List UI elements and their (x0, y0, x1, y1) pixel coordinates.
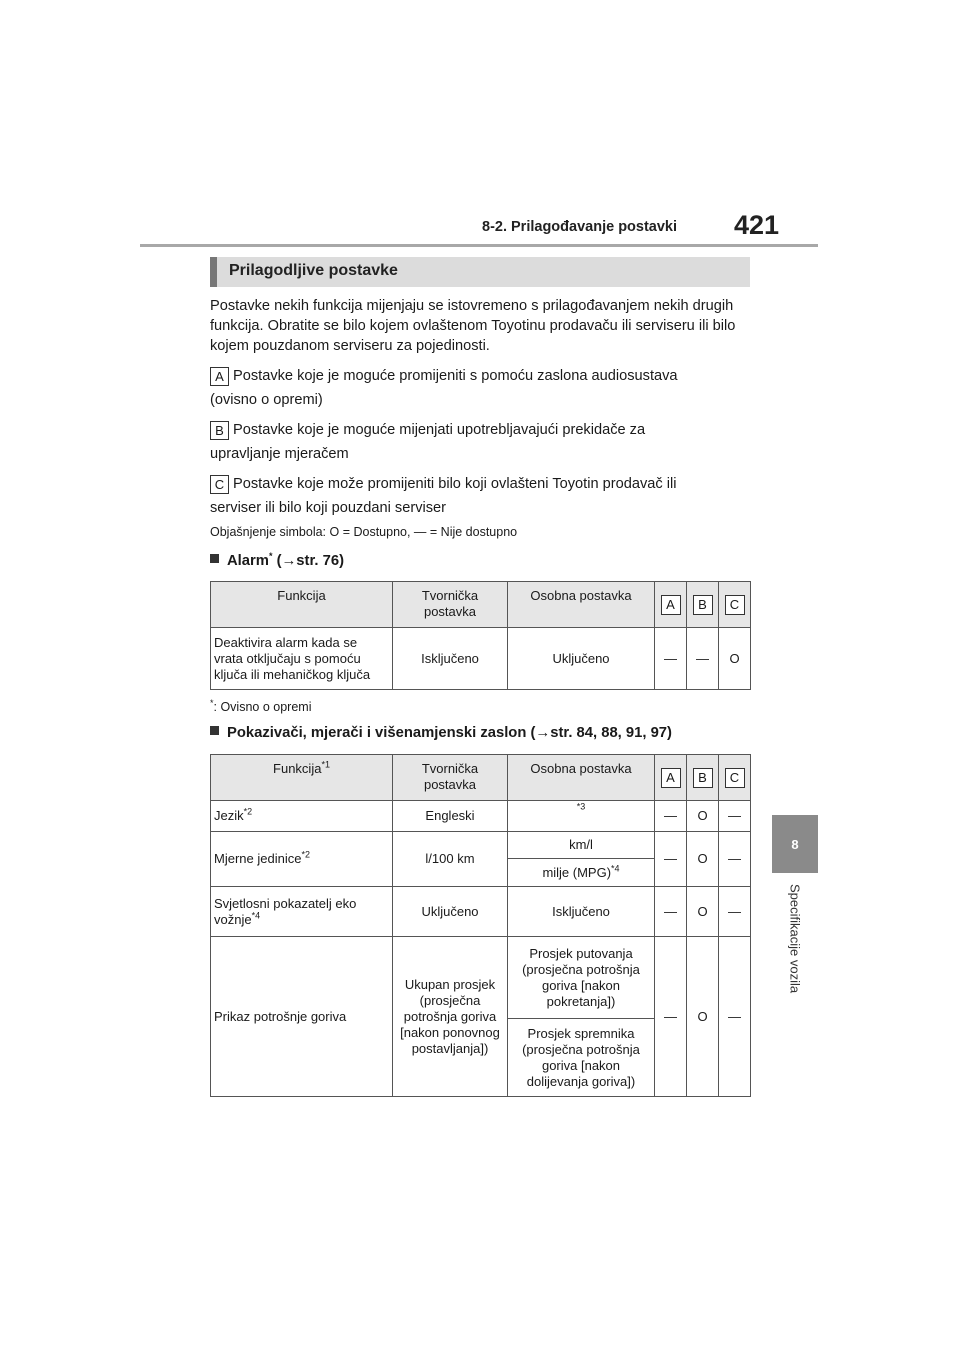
legend-a-line2: (ovisno o opremi) (210, 392, 323, 408)
cell-b: O (687, 937, 719, 1097)
header-default: Tvornička postavka (393, 582, 508, 628)
legend-b (210, 420, 755, 440)
cell-c: — (719, 832, 751, 887)
cell-personal (508, 859, 655, 887)
chapter-title: Specifikacije vozila (787, 884, 803, 994)
cell-function-sup: *2 (301, 849, 310, 860)
alarm-title: Alarm (227, 553, 269, 569)
cell-default: Uključeno (393, 887, 508, 937)
header-a-box: A (661, 595, 681, 615)
cell-personal: Prosjek putovanja (prosječna potrošnja goriva [nakon pokretanja]) (508, 937, 655, 1019)
cell-b: — (687, 628, 719, 690)
cell-c: O (719, 628, 751, 690)
cell-personal: Isključeno (508, 887, 655, 937)
cell-personal-text: milje (MPG) (542, 864, 612, 880)
cell-personal (508, 801, 655, 832)
header-b (687, 755, 719, 801)
cell-a: — (655, 832, 687, 887)
legend-a (210, 366, 755, 386)
cell-function (211, 887, 393, 937)
symbols-note: Objašnjenje simbola: O = Dostupno, — = Nije dostupno (210, 525, 518, 539)
cell-default: l/100 km (393, 832, 508, 887)
alarm-heading (210, 553, 344, 569)
cell-personal: Prosjek spremnika (prosječna potrošnja goriva [nakon dolijevanja goriva]) (508, 1019, 655, 1097)
cell-function: Prikaz potrošnje goriva (211, 937, 393, 1097)
legend-a-line1: Postavke koje je moguće promijeniti s pomoću zaslona audiosustava (233, 368, 678, 384)
chapter-label (786, 884, 804, 1014)
header-b (687, 582, 719, 628)
cell-personal-sup: *4 (611, 863, 620, 874)
cell-function (211, 801, 393, 832)
header-personal: Osobna postavka (508, 755, 655, 801)
header-c-box: C (725, 595, 745, 615)
cell-function-text: Mjerne jedinice (214, 851, 302, 866)
gauges-table (210, 754, 751, 1097)
table-row (211, 887, 751, 937)
footnote-mark: * (210, 697, 214, 708)
header-c (719, 582, 751, 628)
cell-default: Ukupan prosjek (prosječna potrošnja goriva [nakon ponovnog postavljanja]) (393, 937, 508, 1097)
section-header: 8-2. Prilagođavanje postavki (482, 219, 678, 235)
header-personal: Osobna postavka (508, 582, 655, 628)
table-row (211, 628, 751, 690)
cell-personal: km/l (508, 832, 655, 859)
cell-personal: Uključeno (508, 628, 655, 690)
header-c-box: C (725, 768, 745, 788)
bullet-square-icon (210, 554, 219, 563)
legend-c-box: C (210, 475, 229, 494)
cell-default: Engleski (393, 801, 508, 832)
legend-b-line1: Postavke koje je moguće mijenjati upotrebljavajući prekidače za (233, 422, 646, 438)
cell-personal-sup: *3 (576, 801, 586, 812)
header-b-box: B (693, 768, 713, 788)
header-b-box: B (693, 595, 713, 615)
cell-function (211, 832, 393, 887)
header-function: Funkcija (211, 582, 393, 628)
legend-c (210, 474, 755, 494)
table-row (211, 801, 751, 832)
legend-c-line1: Postavke koje može promijeniti bilo koji ovlašteni Toyotin prodavač ili (233, 476, 677, 492)
legend-b-box: B (210, 421, 229, 440)
header-function-sup: *1 (321, 759, 330, 770)
cell-a: — (655, 801, 687, 832)
cell-a: — (655, 628, 687, 690)
table-row (211, 937, 751, 1019)
table-header-row (211, 582, 751, 628)
header-a (655, 582, 687, 628)
alarm-table (210, 581, 751, 690)
cell-b: O (687, 832, 719, 887)
header-a-box: A (661, 768, 681, 788)
alarm-ref: (→str. 76) (272, 553, 345, 569)
cell-function-text: Svjetlosni pokazatelj eko vožnje (214, 895, 357, 927)
alarm-title-sup: * (268, 551, 273, 562)
cell-function-sup: *4 (251, 910, 261, 921)
alarm-footnote (210, 697, 755, 717)
header-default: Tvornička postavka (393, 755, 508, 801)
section-title-box (210, 257, 750, 287)
cell-b: O (687, 801, 719, 832)
cell-c: — (719, 801, 751, 832)
footnote-text: : Ovisno o opremi (213, 700, 312, 714)
header-divider (140, 244, 818, 247)
cell-a: — (655, 937, 687, 1097)
gauges-heading (210, 725, 672, 741)
cell-b: O (687, 887, 719, 937)
header-function (211, 755, 393, 801)
cell-c: — (719, 887, 751, 937)
cell-default: Isključeno (393, 628, 508, 690)
header-c (719, 755, 751, 801)
header-a (655, 755, 687, 801)
cell-function: Deaktivira alarm kada se vrata otključaju s pomoću ključa ili mehaničkog ključa (211, 628, 393, 690)
gauges-title: Pokazivači, mjerači i višenamjenski zaslon (→str. 84, 88, 91, 97) (227, 725, 672, 741)
cell-a: — (655, 887, 687, 937)
table-header-row (211, 755, 751, 801)
table-row (211, 832, 751, 859)
bullet-square-icon (210, 726, 219, 735)
legend-c-line2: serviser ili bilo koji pouzdani serviser (210, 500, 447, 516)
legend-b-line2: upravljanje mjeračem (210, 446, 349, 462)
header-function-text: Funkcija (273, 761, 322, 776)
cell-function-text: Jezik (214, 808, 244, 823)
page-number: 421 (734, 210, 780, 240)
chapter-tab: 8 (772, 815, 818, 873)
cell-function-sup: *2 (243, 806, 253, 817)
intro-paragraph: Postavke nekih funkcija mijenjaju se istovremeno s prilagođavanjem nekih drugih funkcija. Obratite se bilo kojem ovlaštenom Toyotinu prodavaču ili serviseru ili bilo kojem pouzdanom serviseru za pojedinosti. (210, 298, 736, 354)
legend-a-box: A (210, 367, 229, 386)
cell-c: — (719, 937, 751, 1097)
section-title: Prilagodljive postavke (229, 262, 398, 279)
